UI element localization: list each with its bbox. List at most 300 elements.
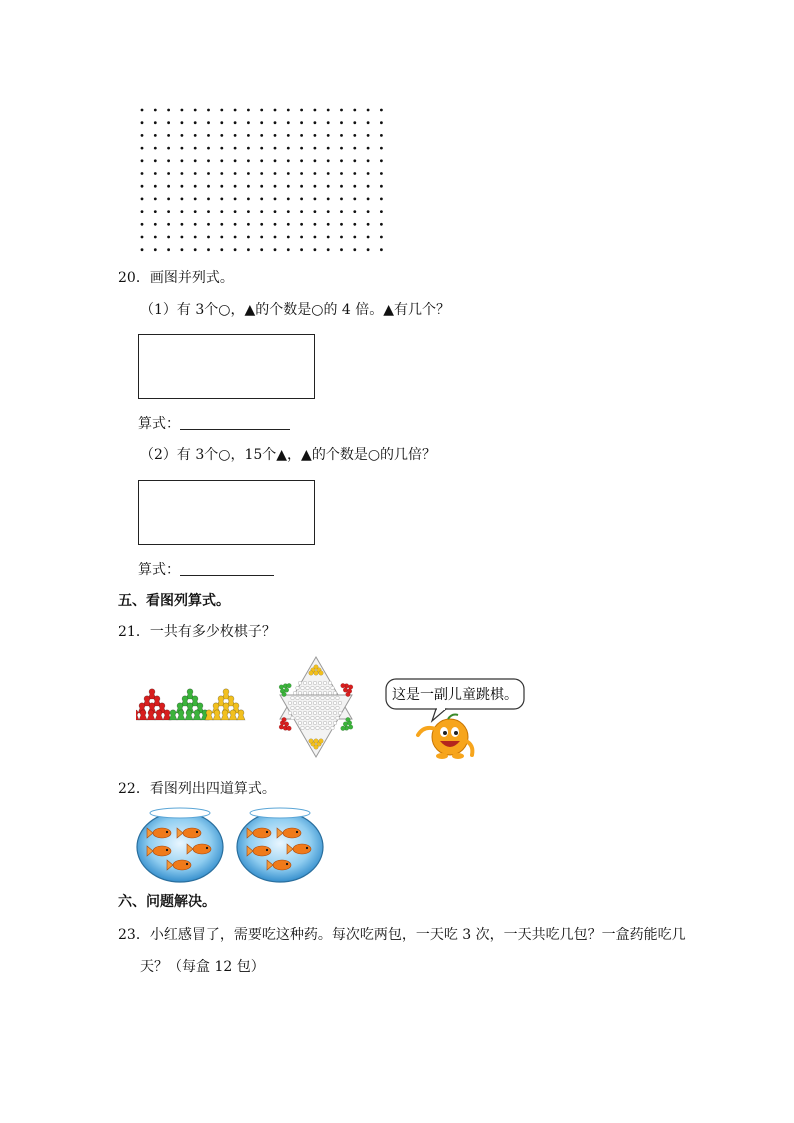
grid-dot [314,236,317,239]
grid-dot [314,198,317,201]
chess-piece [147,710,155,720]
grid-dot [340,198,343,201]
grid-dot [141,236,144,239]
grid-dot [154,147,157,150]
board-hole [316,696,320,700]
grid-dot [327,109,330,112]
grid-dot [207,210,210,213]
grid-dot [181,185,184,188]
board-hole [316,726,320,730]
grid-dot [274,210,277,213]
grid-dot [234,248,237,251]
grid-dot [327,185,330,188]
grid-dot [167,185,170,188]
formula-label: 算式： [138,562,180,578]
grid-dot [300,134,303,137]
board-hole [296,706,300,710]
grid-dot [220,248,223,251]
board-hole [298,721,302,725]
board-hole [293,691,297,695]
q20-part1: （1）有 3个○，▲的个数是○的 4 倍。▲有几个？ [140,302,451,318]
grid-dot [154,185,157,188]
board-hole [306,686,310,690]
grid-dot [247,172,250,175]
board-hole [313,681,317,685]
board-hole [313,691,317,695]
grid-dot [300,172,303,175]
grid-dot [380,236,383,239]
grid-dot [234,134,237,137]
grid-dot [141,198,144,201]
grid-dot [260,210,263,213]
grid-dot [340,134,343,137]
grid-dot [380,134,383,137]
board-corner-piece [284,722,289,727]
board-corner-piece [309,739,314,744]
board-hole [303,701,307,705]
grid-dot [167,172,170,175]
board-hole [318,691,322,695]
grid-dot [380,185,383,188]
grid-dot [154,198,157,201]
grid-dot [154,236,157,239]
grid-dot [247,109,250,112]
board-corner-piece [319,671,324,676]
board-hole [326,696,330,700]
grid-dot [181,147,184,150]
board-hole [331,686,335,690]
grid-dot [247,159,250,162]
grid-dot [141,172,144,175]
board-corner-piece [282,692,287,697]
grid-dot [220,159,223,162]
board-hole [291,706,295,710]
board-hole [331,716,335,720]
board-hole [301,686,305,690]
board-hole [326,686,330,690]
fishbowl-left [137,808,223,882]
grid-dot [260,134,263,137]
grid-dot [353,147,356,150]
grid-dot [220,134,223,137]
grid-dot [234,147,237,150]
grid-dot [353,109,356,112]
board-hole [308,721,312,725]
board-hole [306,696,310,700]
grid-dot [141,185,144,188]
board-hole [336,716,340,720]
grid-dot [181,236,184,239]
grid-dot [287,109,290,112]
board-hole [333,711,337,715]
grid-dot [181,109,184,112]
board-hole [331,696,335,700]
board-corner-piece [319,739,324,744]
grid-dot [327,159,330,162]
grid-dot [154,159,157,162]
board-hole [326,716,330,720]
board-hole [328,691,332,695]
grid-dot [300,210,303,213]
grid-dot [274,147,277,150]
board-hole [333,721,337,725]
grid-dot [327,134,330,137]
board-hole [316,706,320,710]
board-hole [298,711,302,715]
grid-dot [287,147,290,150]
board-hole [301,696,305,700]
grid-dot [380,198,383,201]
grid-dot [194,210,197,213]
grid-dot [167,223,170,226]
grid-dot [194,109,197,112]
grid-dot [367,236,370,239]
grid-dot [247,134,250,137]
grid-dot [247,210,250,213]
grid-dot [167,198,170,201]
grid-dot [141,210,144,213]
grid-dot [154,210,157,213]
grid-dot [181,172,184,175]
grid-dot [367,248,370,251]
grid-dot [194,185,197,188]
grid-dot [380,147,383,150]
board-corner-piece [314,739,319,744]
board-hole [328,681,332,685]
formula-line-2 [138,560,274,580]
board-hole [311,726,315,730]
chess-piece [237,710,245,720]
board-hole [313,721,317,725]
grid-dot [300,198,303,201]
grid-dot [141,248,144,251]
grid-dot [234,159,237,162]
grid-dot [340,236,343,239]
grid-dot [141,223,144,226]
board-hole [311,696,315,700]
grid-dot [300,109,303,112]
board-hole [293,711,297,715]
fishbowl-right [237,808,323,882]
grid-dot [274,109,277,112]
board-hole [303,691,307,695]
q23-line2: 天？（每盒 12 包） [140,959,265,975]
grid-dot [247,198,250,201]
chess-piece [139,710,147,720]
grid-dot [220,236,223,239]
grid-dot [353,236,356,239]
grid-dot [194,172,197,175]
grid-dot [327,147,330,150]
grid-dot [367,223,370,226]
grid-dot [141,121,144,124]
grid-dot [194,248,197,251]
grid-dot [181,159,184,162]
grid-dot [207,223,210,226]
board-hole [303,721,307,725]
grid-dot [181,134,184,137]
board-hole [298,681,302,685]
grid-dot [340,147,343,150]
grid-dot [353,210,356,213]
grid-dot [247,147,250,150]
board-hole [318,681,322,685]
grid-dot [353,134,356,137]
board-hole [298,701,302,705]
grid-dot [314,159,317,162]
grid-dot [194,236,197,239]
board-hole [321,686,325,690]
grid-dot [380,159,383,162]
grid-dot [367,147,370,150]
board-hole [323,691,327,695]
board-hole [308,691,312,695]
chess-piece [185,710,193,720]
grid-dot [220,121,223,124]
grid-dot [167,248,170,251]
board-hole [313,701,317,705]
grid-dot [274,134,277,137]
grid-dot [274,172,277,175]
board-hole [316,686,320,690]
grid-dot [340,210,343,213]
grid-dot [274,248,277,251]
board-corner-piece [279,685,284,690]
grid-dot [353,159,356,162]
grid-dot [340,172,343,175]
board-hole [323,711,327,715]
grid-dot [260,147,263,150]
board-hole [291,716,295,720]
board-corner-piece [348,725,353,730]
grid-dot [327,210,330,213]
board-corner-piece [346,692,351,697]
board-hole [301,716,305,720]
board-hole [328,701,332,705]
orange-mascot [418,715,472,760]
grid-dot [207,172,210,175]
grid-dot [380,210,383,213]
grid-dot [274,185,277,188]
grid-dot [380,172,383,175]
grid-dot [220,109,223,112]
grid-dot [314,121,317,124]
grid-dot [234,172,237,175]
board-hole [306,726,310,730]
grid-dot [167,159,170,162]
board-hole [293,701,297,705]
grid-dot [274,198,277,201]
grid-dot [154,134,157,137]
grid-dot [314,210,317,213]
grid-dot [260,236,263,239]
grid-dot [141,109,144,112]
board-corner-piece [314,671,319,676]
grid-dot [154,121,157,124]
grid-dot [181,198,184,201]
grid-dot [327,172,330,175]
grid-dot [167,134,170,137]
chess-pieces-figure [136,655,526,767]
board-hole [291,696,295,700]
grid-dot [300,248,303,251]
chess-piece [177,710,185,720]
grid-dot [181,210,184,213]
grid-dot [167,109,170,112]
drawing-box-2[interactable] [138,480,315,545]
chess-piece [221,710,229,720]
grid-dot [287,121,290,124]
grid-dot [340,121,343,124]
grid-dot [353,198,356,201]
grid-dot [154,223,157,226]
grid-dot [367,210,370,213]
grid-dot [234,236,237,239]
chess-piece [169,710,177,720]
grid-dot [287,210,290,213]
grid-dot [340,223,343,226]
board-corner-piece [348,685,353,690]
formula-blank-2[interactable] [180,561,274,576]
grid-dot [234,198,237,201]
grid-dot [274,159,277,162]
board-hole [336,706,340,710]
board-corner-piece [343,722,348,727]
grid-dot [353,185,356,188]
grid-dot [247,236,250,239]
board-hole [321,706,325,710]
grid-dot [167,236,170,239]
grid-dot [367,185,370,188]
grid-dot [141,147,144,150]
grid-dot [340,109,343,112]
grid-dot [181,248,184,251]
board-hole [331,726,335,730]
grid-dot [181,121,184,124]
grid-dot [314,248,317,251]
board-corner-piece [341,726,346,731]
grid-dot [300,185,303,188]
grid-dot [287,159,290,162]
grid-dot [367,172,370,175]
grid-dot [353,172,356,175]
grid-dot [367,109,370,112]
grid-dot [314,109,317,112]
q20-part2: （2）有 3个○，15个▲，▲的个数是○的几倍？ [140,447,437,463]
dot-grid [136,104,392,256]
board-hole [318,711,322,715]
grid-dot [287,248,290,251]
grid-dot [247,185,250,188]
grid-dot [220,198,223,201]
board-corner-piece [341,683,346,688]
grid-dot [220,147,223,150]
board-hole [333,691,337,695]
q22-title: 22．看图列出四道算式。 [118,781,276,797]
grid-dot [300,121,303,124]
drawing-box-1[interactable] [138,334,315,399]
grid-dot [380,121,383,124]
board-hole [301,706,305,710]
board-hole [318,721,322,725]
board-hole [321,696,325,700]
grid-dot [194,134,197,137]
board-hole [338,711,342,715]
board-hole [318,701,322,705]
section5-title: 五、看图列算式。 [118,593,230,609]
formula-blank-1[interactable] [180,415,290,430]
grid-dot [234,185,237,188]
grid-dot [300,223,303,226]
grid-dot [207,147,210,150]
grid-dot [207,236,210,239]
board-hole [306,716,310,720]
grid-dot [207,248,210,251]
grid-dot [314,185,317,188]
board-hole [323,721,327,725]
board-hole [288,701,292,705]
grid-dot [207,121,210,124]
grid-dot [380,248,383,251]
grid-dot [287,198,290,201]
board-corner-piece [287,683,292,688]
grid-dot [154,109,157,112]
hexagram-board [279,657,353,757]
grid-dot [234,223,237,226]
chess-pieces-svg [136,655,526,767]
board-hole [326,706,330,710]
board-hole [296,716,300,720]
grid-dot [194,121,197,124]
grid-dot [340,248,343,251]
grid-dot [181,223,184,226]
grid-dot [220,223,223,226]
grid-dot [167,121,170,124]
formula-label: 算式： [138,416,180,432]
grid-dot [260,248,263,251]
board-corner-piece [343,688,348,693]
grid-dot [314,134,317,137]
grid-dot [367,198,370,201]
grid-dot [287,172,290,175]
fishbowls-figure [136,803,328,883]
grid-dot [260,223,263,226]
formula-line-1 [138,414,290,434]
grid-dot [207,198,210,201]
board-corner-piece [287,726,292,731]
board-hole [311,706,315,710]
grid-dot [260,121,263,124]
board-hole [328,711,332,715]
chess-piece [155,710,163,720]
grid-dot [287,185,290,188]
board-corner-piece [279,725,284,730]
grid-dot [260,109,263,112]
grid-dot [367,134,370,137]
grid-dot [274,236,277,239]
board-hole [326,726,330,730]
grid-dot [314,147,317,150]
grid-dot [314,223,317,226]
grid-dot [220,185,223,188]
board-hole [311,716,315,720]
grid-dot [234,121,237,124]
grid-dot [260,159,263,162]
chess-piece [193,710,201,720]
board-hole [306,706,310,710]
grid-dot [234,210,237,213]
board-hole [336,696,340,700]
